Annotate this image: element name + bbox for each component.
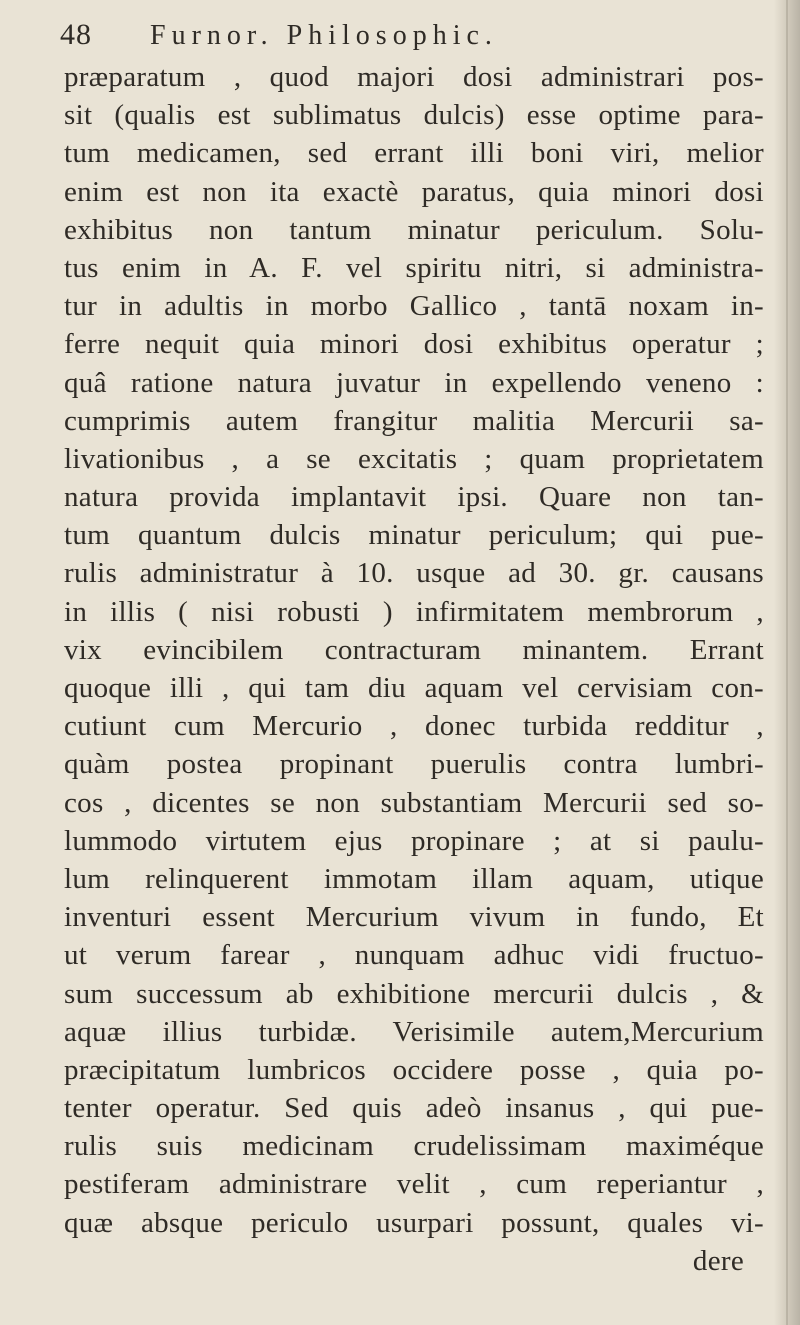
page-number: 48: [60, 18, 92, 51]
text-line: cos , dicentes se non substantiam Mercurii sed so-: [64, 786, 764, 819]
running-head: Furnor. Philosophic.: [150, 20, 498, 51]
text-line: ut verum farear , nunquam adhuc vidi fructuo-: [64, 939, 764, 972]
text-line: quæ absque periculo usurpari possunt, quales vi-: [64, 1206, 764, 1239]
text-line: quâ ratione natura juvatur in expellendo veneno :: [64, 366, 764, 399]
text-line: cutiunt cum Mercurio , donec turbida redditur ,: [64, 710, 764, 743]
text-line: lum relinquerent immotam illam aquam, utique: [64, 862, 764, 895]
text-line: quàm postea propinant puerulis contra lumbri-: [64, 748, 764, 781]
text-line: rulis suis medicinam crudelissimam maximéque: [64, 1130, 764, 1163]
text-line: tenter operatur. Sed quis adeò insanus , qui pue-: [64, 1092, 764, 1125]
text-line: sit (qualis est sublimatus dulcis) esse optime para-: [64, 99, 764, 132]
text-line: præcipitatum lumbricos occidere posse , quia po-: [64, 1053, 764, 1086]
text-line: rulis administratur à 10. usque ad 30. gr. causans: [64, 557, 764, 590]
text-line: pestiferam administrare velit , cum reperiantur ,: [64, 1168, 764, 1201]
body-text: [64, 58, 764, 1280]
text-line: tus enim in A. F. vel spiritu nitri, si administra-: [64, 251, 764, 284]
text-line: sum successum ab exhibitione mercurii dulcis , &: [64, 977, 764, 1010]
text-line: natura provida implantavit ipsi. Quare non tan-: [64, 481, 764, 514]
page-gutter-edge: [786, 0, 788, 1325]
text-line: enim est non ita exactè paratus, quia minori dosi: [64, 175, 764, 208]
text-line: dere: [692, 1244, 744, 1277]
page-header: [60, 18, 498, 58]
text-line: quoque illi , qui tam diu aquam vel cervisiam con-: [64, 672, 764, 704]
text-line: ferre nequit quia minori dosi exhibitus operatur ;: [64, 328, 764, 361]
text-line: in illis ( nisi robusti ) infirmitatem membrorum ,: [64, 595, 764, 628]
text-line: exhibitus non tantum minatur periculum. Solu-: [64, 213, 764, 246]
text-line: lummodo virtutem ejus propinare ; at si paulu-: [64, 824, 764, 857]
text-line: livationibus , a se excitatis ; quam proprietatem: [64, 442, 764, 475]
text-line: inventuri essent Mercurium vivum in fundo, Et: [64, 901, 764, 934]
text-line: cumprimis autem frangitur malitia Mercurii sa-: [64, 404, 764, 437]
text-line: vix evincibilem contracturam minantem. Errant: [64, 633, 764, 666]
text-line: aquæ illius turbidæ. Verisimile autem,Mercurium: [64, 1015, 764, 1048]
text-line: præparatum , quod majori dosi administrari pos-: [64, 61, 764, 93]
text-line: tur in adultis in morbo Gallico , tantā noxam in-: [64, 290, 764, 323]
text-line: tum medicamen, sed errant illi boni viri, melior: [64, 137, 764, 170]
text-line: tum quantum dulcis minatur periculum; qui pue-: [64, 519, 764, 552]
